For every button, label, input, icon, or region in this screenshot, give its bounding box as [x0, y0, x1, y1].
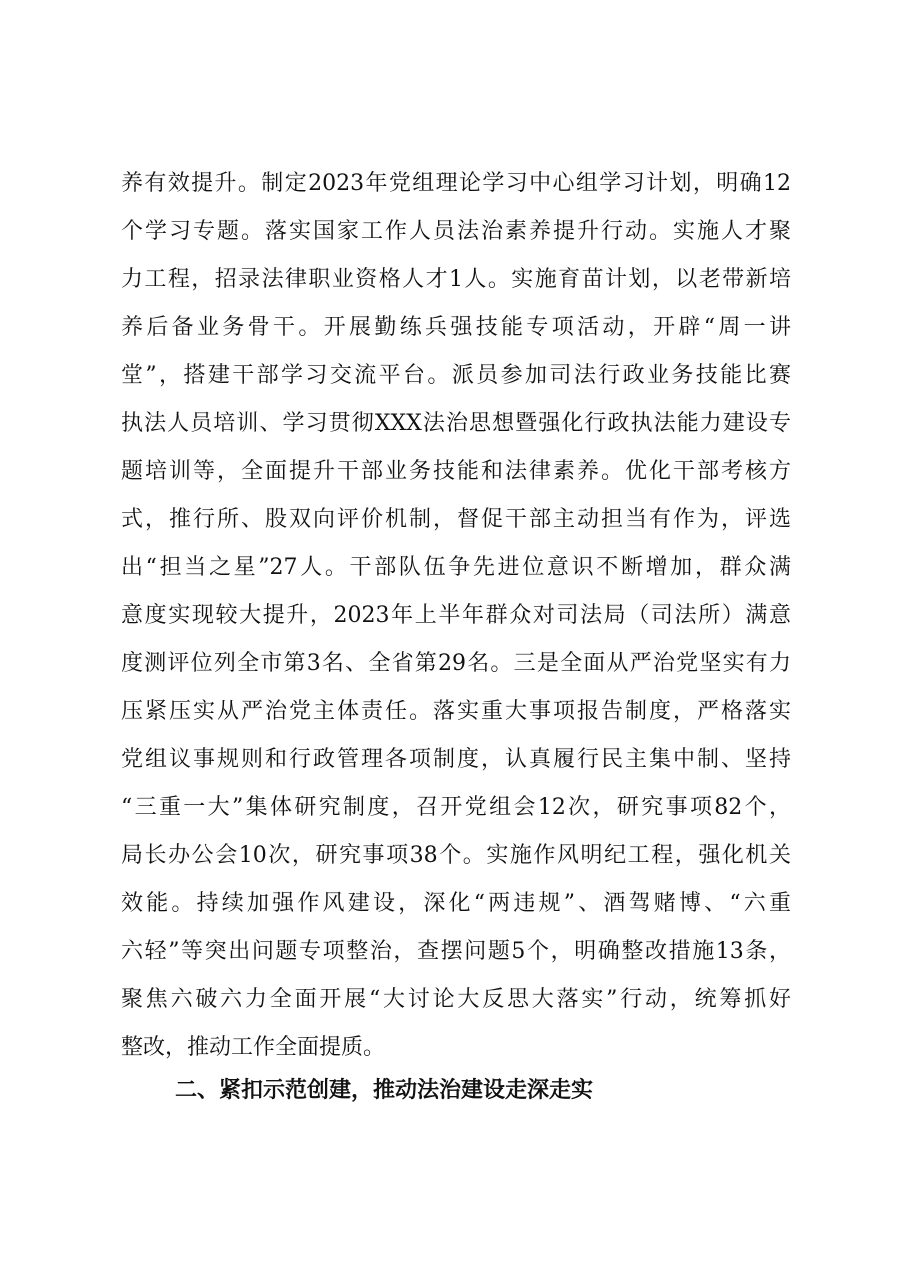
paragraph-line: 效能。持续加强作风建设，深化“两违规”、酒驾赌博、“六重 [121, 891, 791, 916]
paragraph-line: 度测评位列全市第3名、全省第29名。三是全面从严治党坚实有力 [121, 651, 791, 676]
paragraph-line: 执法人员培训、学习贯彻XXX法治思想暨强化行政执法能力建设专 [121, 411, 791, 436]
paragraph-line: 个学习专题。落实国家工作人员法治素养提升行动。实施人才聚 [121, 219, 791, 244]
paragraph-line-last: 整改，推动工作全面提质。 [121, 1035, 386, 1060]
paragraph-line: 党组议事规则和行政管理各项制度，认真履行民主集中制、坚持 [121, 747, 791, 772]
paragraph-line: 意度实现较大提升，2023年上半年群众对司法局（司法所）满意 [121, 603, 791, 628]
paragraph-line: 压紧压实从严治党主体责任。落实重大事项报告制度，严格落实 [121, 699, 791, 724]
paragraph-line: 出“担当之星”27人。干部队伍争先进位意识不断增加，群众满 [121, 555, 791, 580]
paragraph-line: 式，推行所、股双向评价机制，督促干部主动担当有作为，评选 [121, 507, 791, 532]
paragraph-line: 聚焦六破六力全面开展“大讨论大反思大落实”行动，统筹抓好 [121, 987, 791, 1012]
paragraph-line: “三重一大”集体研究制度，召开党组会12次，研究事项82个， [121, 795, 791, 820]
paragraph-line: 养有效提升。制定2023年党组理论学习中心组学习计划，明确12 [121, 171, 791, 196]
paragraph-line: 题培训等，全面提升干部业务技能和法律素养。优化干部考核方 [121, 459, 791, 484]
paragraph-line: 力工程，招录法律职业资格人才1人。实施育苗计划，以老带新培 [121, 267, 791, 292]
paragraph-line: 局长办公会10次，研究事项38个。实施作风明纪工程，强化机关 [121, 843, 791, 868]
section-heading: 二、紧扣示范创建，推动法治建设走深走实 [175, 1078, 594, 1103]
paragraph-line: 堂”，搭建干部学习交流平台。派员参加司法行政业务技能比赛 [121, 363, 791, 388]
paragraph-line: 六轻”等突出问题专项整治，查摆问题5个，明确整改措施13条， [121, 939, 791, 964]
paragraph-line: 养后备业务骨干。开展勤练兵强技能专项活动，开辟“周一讲 [121, 315, 791, 340]
